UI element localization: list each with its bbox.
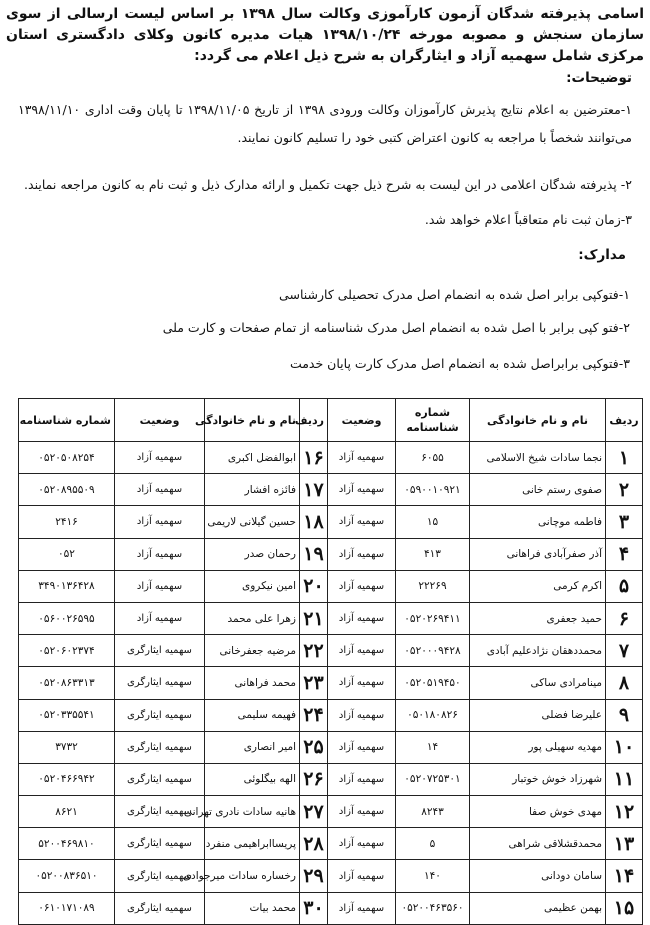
cell-name: حمید جعفری: [470, 602, 606, 634]
cell-name-2: رحمان صدر: [205, 538, 300, 570]
cell-row-number-2: ۲۵: [300, 731, 328, 763]
cell-status: سهمیه آزاد: [328, 506, 396, 538]
table-row: [19, 667, 643, 699]
cell-status-2: سهمیه ایثارگری: [115, 635, 205, 667]
cell-status: سهمیه آزاد: [328, 570, 396, 602]
table-row: [19, 442, 643, 474]
cell-row-number-2: ۲۲: [300, 635, 328, 667]
cell-name: مینامرادی ساکی: [470, 667, 606, 699]
cell-row-number: ۶: [606, 602, 643, 634]
cell-name-2: محمد فراهانی: [205, 667, 300, 699]
cell-row-number: ۲: [606, 474, 643, 506]
page-title: اسامی پذیرفته شدگان آزمون کارآموزی وکالت سال ۱۳۹۸ بر اساس لیست ارسالی از سوی سازمان سنجش و مصوبه مورخه ۱۳۹۸/۱۰/۲۴ هیات مدیره کانون وکلای دادگستری استان مرکزی شامل سهمیه آزاد و ایثارگران به شرح ذیل اعلام می گردد:: [6, 6, 644, 64]
cell-id-number-2: ۳۷۳۲: [19, 731, 115, 763]
cell-row-number-2: ۳۰: [300, 892, 328, 924]
cell-id-number-2: ۸۶۲۱: [19, 796, 115, 828]
cell-row-number-2: ۲۳: [300, 667, 328, 699]
cell-row-number: ۱۳: [606, 828, 643, 860]
cell-id-number-2: ۰۵۲۰۶۰۲۳۷۴: [19, 635, 115, 667]
table-header-row: [19, 399, 643, 442]
cell-name-2: رخساره سادات میرجوادی: [205, 860, 300, 892]
cell-id-number-2: ۰۵۲۰۸۶۳۳۱۳: [19, 667, 115, 699]
cell-row-number: ۱۴: [606, 860, 643, 892]
table-row: [19, 635, 643, 667]
header-name: نام و نام خانوادگی: [470, 399, 606, 442]
cell-status: سهمیه آزاد: [328, 667, 396, 699]
cell-row-number-2: ۱۶: [300, 442, 328, 474]
cell-status-2: سهمیه ایثارگری: [115, 828, 205, 860]
cell-row-number: ۱۲: [606, 796, 643, 828]
cell-name: بهمن عظیمی: [470, 892, 606, 924]
cell-status-2: سهمیه آزاد: [115, 442, 205, 474]
cell-status-2: سهمیه آزاد: [115, 538, 205, 570]
cell-status: سهمیه آزاد: [328, 892, 396, 924]
cell-row-number-2: ۲۷: [300, 796, 328, 828]
cell-row-number: ۳: [606, 506, 643, 538]
table-row: [19, 602, 643, 634]
cell-name: مهدی خوش صفا: [470, 796, 606, 828]
note-3: ۳-زمان ثبت نام متعاقباً اعلام خواهد شد.: [424, 212, 632, 227]
cell-row-number-2: ۲۹: [300, 860, 328, 892]
cell-name: نجما سادات شیخ الاسلامی: [470, 442, 606, 474]
cell-row-number: ۱۱: [606, 763, 643, 795]
cell-row-number-2: ۲۶: [300, 763, 328, 795]
cell-name-2: محمد بیات: [205, 892, 300, 924]
header-status: وضعیت: [328, 399, 396, 442]
table-row: [19, 570, 643, 602]
header-name-2: نام و نام خانوادگی: [205, 399, 300, 442]
cell-status: سهمیه آزاد: [328, 763, 396, 795]
header-row-number: ردیف: [606, 399, 643, 442]
cell-row-number: ۱۰: [606, 731, 643, 763]
cell-name: شهرزاد خوش خوتبار: [470, 763, 606, 795]
header-row-number-2: ردیف: [300, 399, 328, 442]
cell-id-number: ۰۵۲۰۰۰۹۴۲۸: [396, 635, 470, 667]
cell-name: فاطمه موچانی: [470, 506, 606, 538]
cell-status-2: سهمیه ایثارگری: [115, 796, 205, 828]
cell-id-number: ۰۵۲۰۷۲۵۳۰۱: [396, 763, 470, 795]
cell-status-2: سهمیه آزاد: [115, 570, 205, 602]
cell-status: سهمیه آزاد: [328, 474, 396, 506]
cell-status-2: سهمیه ایثارگری: [115, 667, 205, 699]
cell-name: اکرم کرمی: [470, 570, 606, 602]
cell-name-2: الهه بیگلوئی: [205, 763, 300, 795]
document-item-1: ۱-فتوکپی برابر اصل شده به انضمام اصل مدرک تحصیلی کارشناسی: [279, 287, 630, 302]
cell-name-2: مرضیه جعفرخانی: [205, 635, 300, 667]
cell-row-number-2: ۲۰: [300, 570, 328, 602]
cell-id-number: ۸۲۴۳: [396, 796, 470, 828]
cell-status-2: سهمیه آزاد: [115, 602, 205, 634]
cell-row-number: ۷: [606, 635, 643, 667]
table-row: [19, 538, 643, 570]
cell-name-2: پریساابراهیمی منفرد: [205, 828, 300, 860]
cell-id-number-2: ۰۵۶۰۰۲۶۵۹۵: [19, 602, 115, 634]
cell-row-number-2: ۱۹: [300, 538, 328, 570]
cell-id-number: ۲۲۲۶۹: [396, 570, 470, 602]
cell-status: سهمیه آزاد: [328, 828, 396, 860]
cell-status: سهمیه آزاد: [328, 538, 396, 570]
cell-status-2: سهمیه آزاد: [115, 474, 205, 506]
table-row: [19, 860, 643, 892]
cell-row-number-2: ۲۸: [300, 828, 328, 860]
cell-id-number-2: ۰۵۲۰۰۸۳۶۵۱۰: [19, 860, 115, 892]
cell-status: سهمیه آزاد: [328, 442, 396, 474]
cell-row-number: ۱۵: [606, 892, 643, 924]
cell-status: سهمیه آزاد: [328, 635, 396, 667]
cell-name: محمدقشلاقی شراهی: [470, 828, 606, 860]
header-id-2: شماره شناسنامه: [19, 399, 115, 442]
cell-name: سامان دودانی: [470, 860, 606, 892]
table-row: [19, 506, 643, 538]
cell-name-2: امیر انصاری: [205, 731, 300, 763]
cell-id-number-2: ۰۶۱۰۱۷۱۰۸۹: [19, 892, 115, 924]
cell-row-number: ۴: [606, 538, 643, 570]
cell-status: سهمیه آزاد: [328, 796, 396, 828]
table-row: [19, 796, 643, 828]
cell-row-number-2: ۲۴: [300, 699, 328, 731]
cell-row-number: ۹: [606, 699, 643, 731]
note-2: ۲- پذیرفته شدگان اعلامی در این لیست به شرح ذیل جهت تکمیل و ارائه مدارک ذیل و ثبت نام به کانون مراجعه نمایند.: [24, 177, 632, 192]
document-item-2: ۲-فتو کپی برابر با اصل شده به انضمام اصل مدرک شناسنامه از تمام صفحات و کارت ملی: [162, 320, 630, 335]
cell-row-number-2: ۱۷: [300, 474, 328, 506]
cell-id-number: ۱۴۰: [396, 860, 470, 892]
table-row: [19, 763, 643, 795]
cell-status: سهمیه آزاد: [328, 602, 396, 634]
cell-id-number-2: ۰۵۲: [19, 538, 115, 570]
cell-name-2: ابوالفضل اکبری: [205, 442, 300, 474]
cell-id-number-2: ۰۵۲۰۸۹۵۵۰۹: [19, 474, 115, 506]
cell-name: صفوی رستم خانی: [470, 474, 606, 506]
cell-name-2: هانیه سادات نادری تهرانی: [205, 796, 300, 828]
cell-status: سهمیه آزاد: [328, 731, 396, 763]
note-1: ۱-معترضین به اعلام نتایج پذیرش کارآموزان وکالت ورودی ۱۳۹۸ از تاریخ ۱۳۹۸/۱۱/۰۵ تا پایان وقت اداری ۱۳۹۸/۱۱/۱۰ می‌توانند شخصاً با مراجعه به کانون اعتراض کتبی خود را تسلیم کانون نمایند.: [18, 102, 632, 145]
table-body: [19, 442, 643, 925]
admitted-list-table: [18, 398, 643, 925]
cell-id-number: ۰۵۹۰۰۱۰۹۲۱: [396, 474, 470, 506]
cell-status-2: سهمیه آزاد: [115, 506, 205, 538]
cell-row-number-2: ۲۱: [300, 602, 328, 634]
cell-row-number: ۵: [606, 570, 643, 602]
table-row: [19, 892, 643, 924]
cell-status-2: سهمیه ایثارگری: [115, 699, 205, 731]
cell-row-number: ۱: [606, 442, 643, 474]
cell-id-number-2: ۳۴۹۰۱۳۶۴۲۸: [19, 570, 115, 602]
table-row: [19, 828, 643, 860]
cell-id-number: ۰۵۲۰۲۶۹۴۱۱: [396, 602, 470, 634]
cell-status-2: سهمیه ایثارگری: [115, 731, 205, 763]
cell-name: آذر صفرآبادی فراهانی: [470, 538, 606, 570]
header-status-2: وضعیت: [115, 399, 205, 442]
cell-id-number: ۰۵۲۰۵۱۹۴۵۰: [396, 667, 470, 699]
cell-id-number: ۰۵۰۱۸۰۸۲۶: [396, 699, 470, 731]
cell-id-number-2: ۰۵۲۰۵۰۸۲۵۴: [19, 442, 115, 474]
cell-name-2: فائزه افشار: [205, 474, 300, 506]
cell-status-2: سهمیه ایثارگری: [115, 892, 205, 924]
cell-name: محمددهقان نژادعلیم آبادی: [470, 635, 606, 667]
documents-heading: مدارک:: [578, 247, 626, 263]
cell-status: سهمیه آزاد: [328, 699, 396, 731]
table-row: [19, 731, 643, 763]
cell-status-2: سهمیه ایثارگری: [115, 860, 205, 892]
header-id: شماره شناسنامه: [396, 399, 470, 442]
cell-id-number: ۴۱۳: [396, 538, 470, 570]
cell-row-number: ۸: [606, 667, 643, 699]
cell-name-2: حسین گیلانی لاریمی: [205, 506, 300, 538]
cell-id-number-2: ۲۴۱۶: [19, 506, 115, 538]
cell-name-2: زهرا علی محمد: [205, 602, 300, 634]
cell-id-number: ۵: [396, 828, 470, 860]
table-row: [19, 474, 643, 506]
cell-name-2: امین نیکروی: [205, 570, 300, 602]
cell-id-number-2: ۰۵۲۰۳۳۵۵۴۱: [19, 699, 115, 731]
document-item-3: ۳-فتوکپی برابراصل شده به انضمام اصل مدرک کارت پایان خدمت: [289, 356, 630, 371]
notes-heading: توضیحات:: [566, 70, 632, 86]
cell-id-number: ۰۵۲۰۰۴۶۳۵۶۰: [396, 892, 470, 924]
cell-status-2: سهمیه ایثارگری: [115, 763, 205, 795]
cell-name: مهدیه سهیلی پور: [470, 731, 606, 763]
cell-id-number: ۱۴: [396, 731, 470, 763]
cell-name-2: فهیمه سلیمی: [205, 699, 300, 731]
table-row: [19, 699, 643, 731]
cell-row-number-2: ۱۸: [300, 506, 328, 538]
cell-id-number: ۶۰۵۵: [396, 442, 470, 474]
cell-id-number-2: ۰۵۲۰۴۶۶۹۴۲: [19, 763, 115, 795]
cell-name: علیرضا فضلی: [470, 699, 606, 731]
cell-id-number: ۱۵: [396, 506, 470, 538]
cell-status: سهمیه آزاد: [328, 860, 396, 892]
cell-id-number-2: ۵۲۰۰۴۶۹۸۱۰: [19, 828, 115, 860]
